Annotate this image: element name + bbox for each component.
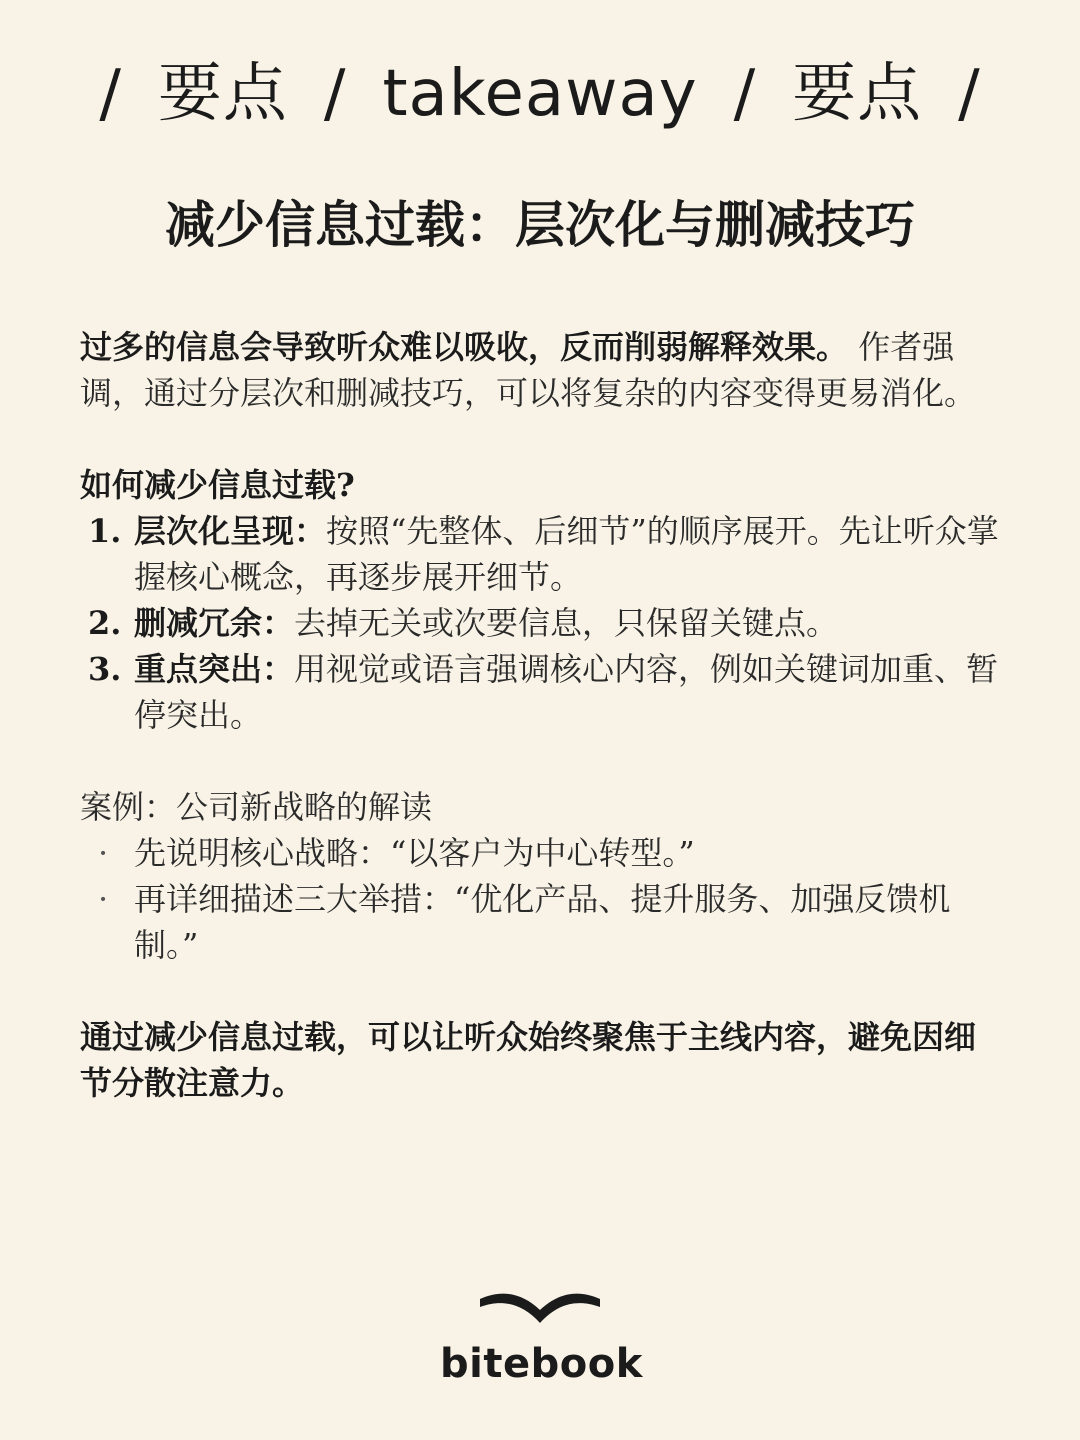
open-book-icon (478, 1290, 602, 1326)
header-item-keypoints: 要点 (157, 57, 288, 131)
brand-logo (440, 1290, 643, 1388)
intro-bold-text: 过多的信息会导致听众难以吸收，反而削弱解释效果。 (80, 328, 849, 366)
list-item-number: 1. (88, 512, 122, 550)
list-item-text: 用视觉或语言强调核心内容，例如关键词加重、暂停突出。 (134, 650, 999, 734)
logo-text: bitebook (440, 1341, 643, 1387)
list-item (80, 876, 1000, 968)
header-separator: / (323, 57, 347, 131)
case-list (80, 830, 1000, 968)
header-tagline (0, 52, 1080, 136)
case-item-text: 再详细描述三大举措：“优化产品、提升服务、加强反馈机制。” (134, 880, 951, 964)
header-separator: / (958, 57, 981, 131)
intro-paragraph (80, 324, 1000, 416)
list-item-number: 2. (88, 604, 122, 642)
how-section-heading: 如何减少信息过载? (80, 466, 355, 504)
page-title: 减少信息过载：层次化与删减技巧 (165, 195, 915, 254)
list-item-text: 按照“先整体、后细节”的顺序展开。先让听众掌握核心概念，再逐步展开细节。 (134, 512, 999, 596)
list-item (80, 600, 1000, 646)
header-item-keypoints: 要点 (792, 57, 923, 131)
conclusion-paragraph: 通过减少信息过载，可以让听众始终聚焦于主线内容，避免因细节分散注意力。 (80, 1018, 977, 1102)
list-item-label: 删减冗余： (134, 604, 295, 642)
how-points-list (80, 508, 1000, 738)
list-item-label: 重点突出： (134, 650, 295, 688)
header-separator: / (733, 57, 757, 131)
case-heading: 案例：公司新战略的解读 (80, 788, 433, 826)
header-item-takeaway: takeaway (382, 57, 698, 131)
header-separator: / (99, 57, 122, 131)
article-body (80, 324, 1000, 1106)
list-item (80, 508, 1000, 600)
case-item-text: 先说明核心战略：“以客户为中心转型。” (134, 834, 695, 872)
list-item-number: 3. (88, 650, 122, 688)
list-item (80, 646, 1000, 738)
bullet-dot: · (98, 880, 109, 918)
list-item-text: 去掉无关或次要信息，只保留关键点。 (294, 604, 839, 642)
intro-text: 作者强调，通过分层次和删减技巧，可以将复杂的内容变得更易消化。 (80, 328, 977, 412)
bullet-dot: · (98, 834, 109, 872)
list-item (80, 830, 1000, 876)
list-item-label: 层次化呈现： (134, 512, 327, 550)
